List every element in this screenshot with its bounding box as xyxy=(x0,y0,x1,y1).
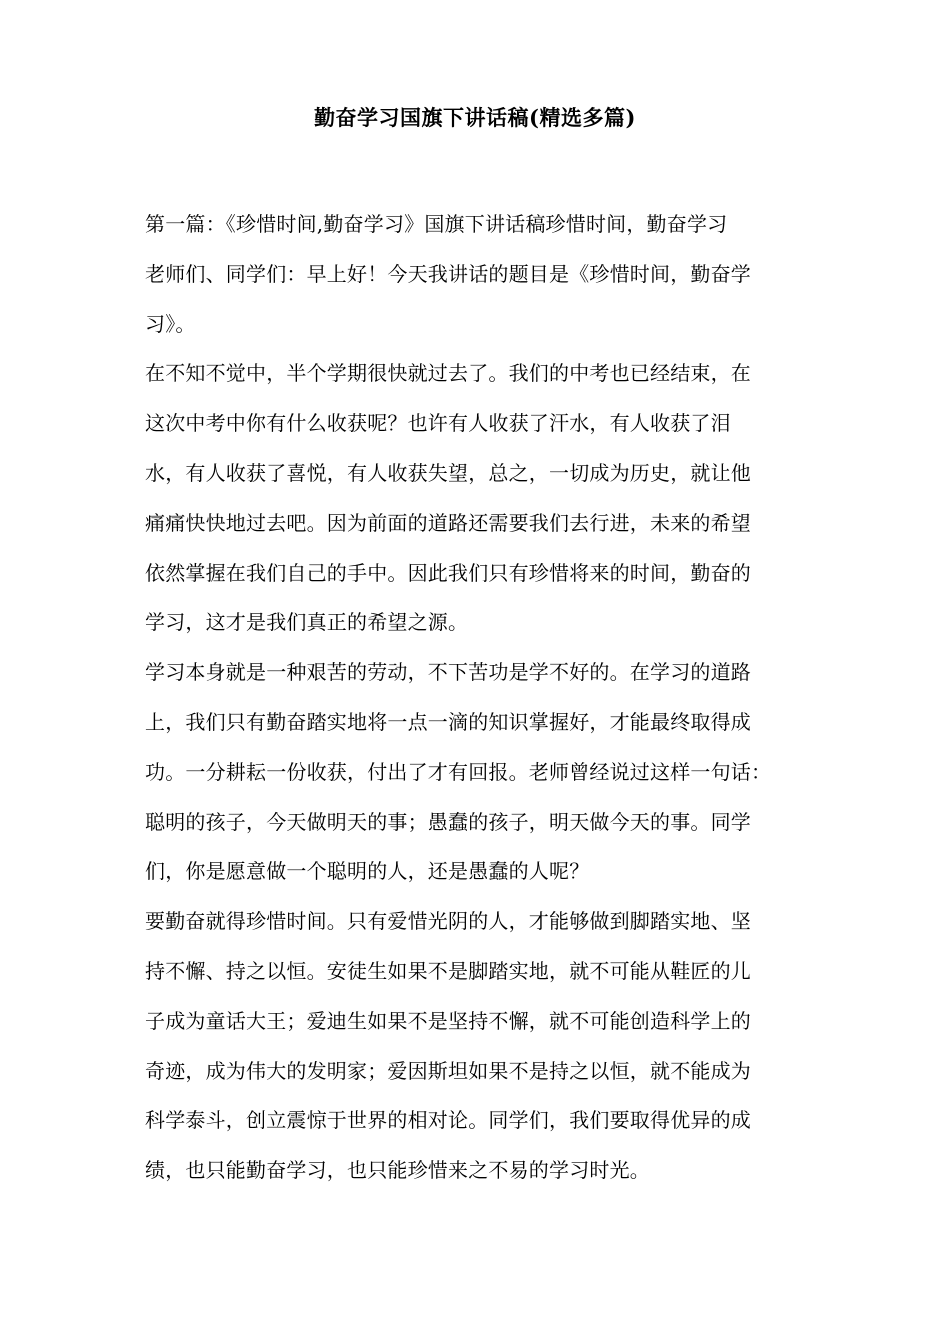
text-line: 聪明的孩子，今天做明天的事；愚蠢的孩子，明天做今天的事。同学 xyxy=(145,809,751,834)
text-line: 习》。 xyxy=(145,311,196,336)
text-line: 在不知不觉中，半个学期很快就过去了。我们的中考也已经结束，在 xyxy=(145,361,751,386)
text-line: 痛痛快快地过去吧。因为前面的道路还需要我们去行进，未来的希望 xyxy=(145,510,751,535)
text-line: 科学泰斗，创立震惊于世界的相对论。同学们，我们要取得优异的成 xyxy=(145,1108,751,1133)
text-line: 这次中考中你有什么收获呢？也许有人收获了汗水，有人收获了泪 xyxy=(145,411,731,436)
document-title: 勤奋学习国旗下讲话稿(精选多篇) xyxy=(314,105,636,130)
document-body xyxy=(145,200,825,1196)
text-line: 绩，也只能勤奋学习，也只能珍惜来之不易的学习时光。 xyxy=(145,1158,650,1183)
text-line: 学习本身就是一种艰苦的劳动，不下苦功是学不好的。在学习的道路 xyxy=(145,660,751,685)
text-line: 学习，这才是我们真正的希望之源。 xyxy=(145,610,469,635)
text-line: 上，我们只有勤奋踏实地将一点一滴的知识掌握好，才能最终取得成 xyxy=(145,709,751,734)
text-line: 持不懈、持之以恒。安徒生如果不是脚踏实地，就不可能从鞋匠的儿 xyxy=(145,958,751,983)
text-line: 依然掌握在我们自己的手中。因此我们只有珍惜将来的时间，勤奋的 xyxy=(145,560,751,585)
text-line: 水，有人收获了喜悦，有人收获失望，总之，一切成为历史，就让他 xyxy=(145,460,751,485)
text-line: 老师们、同学们：早上好！今天我讲话的题目是《珍惜时间，勤奋学 xyxy=(145,261,751,286)
text-line: 子成为童话大王；爱迪生如果不是坚持不懈，就不可能创造科学上的 xyxy=(145,1008,751,1033)
text-line: 第一篇：《珍惜时间,勤奋学习》国旗下讲话稿珍惜时间，勤奋学习 xyxy=(145,212,728,236)
text-line: 奇迹，成为伟大的发明家；爱因斯坦如果不是持之以恒，就不能成为 xyxy=(145,1058,751,1083)
text-line: 功。一分耕耘一份收获，付出了才有回报。老师曾经说过这样一句话： xyxy=(145,759,772,784)
text-line: 要勤奋就得珍惜时间。只有爱惜光阴的人，才能够做到脚踏实地、坚 xyxy=(145,909,751,934)
text-line: 们，你是愿意做一个聪明的人，还是愚蠢的人呢？ xyxy=(145,859,590,884)
